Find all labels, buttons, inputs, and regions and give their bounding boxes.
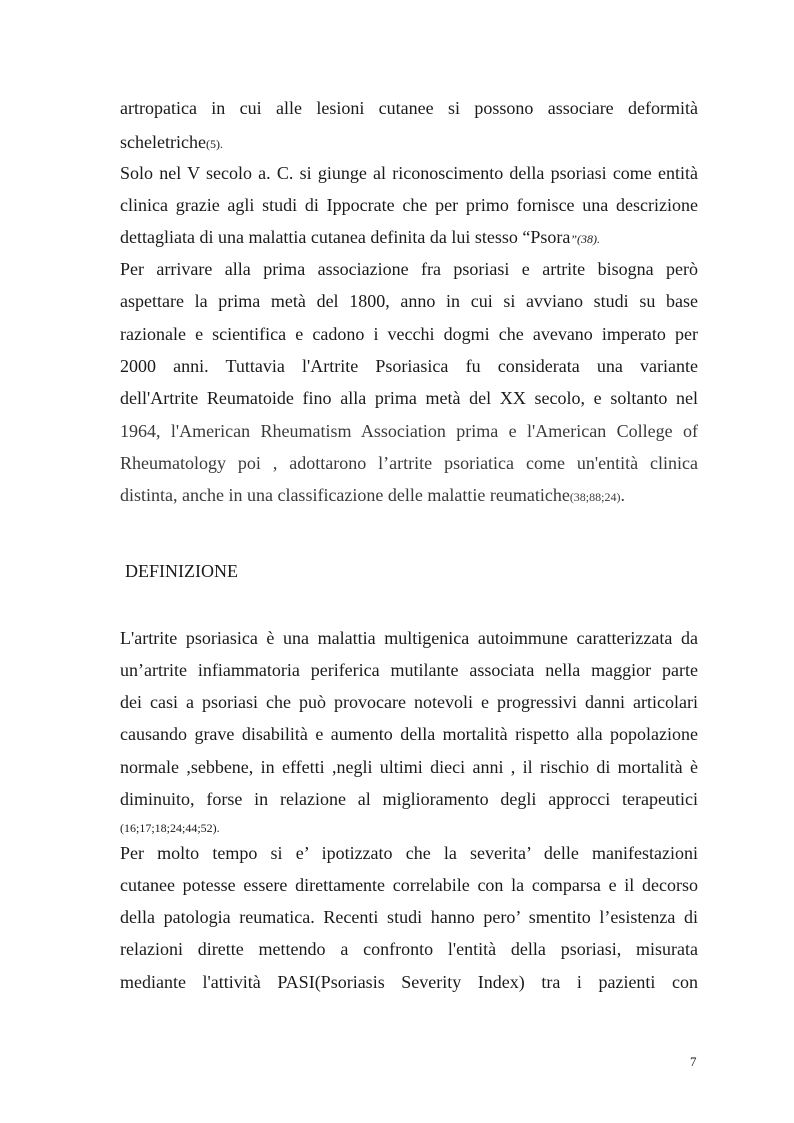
paragraph5-line1: Per molto tempo si e’ ipotizzato che la severita’ delle manifestazioni [120,843,698,863]
page-number: 7 [690,1054,697,1069]
paragraph3-line5: dell'Artrite Reumatoide fino alla prima metà del XX secolo, e soltanto nel [120,388,698,408]
paragraph3-line4: 2000 anni. Tuttavia l'Artrite Psoriasica fu considerata una variante [120,356,698,376]
paragraph4-line1: L'artrite psoriasica è una malattia multigenica autoimmune caratterizzata da [120,628,698,648]
paragraph5-line4: relazioni dirette mettendo a confronto l'entità della psoriasi, misurata [120,939,698,959]
citation-ref: (16;17;18;24;44;52). [120,821,220,835]
section-heading: DEFINIZIONE [125,561,238,581]
paragraph4-line7 [120,815,698,839]
paragraph5-line2: cutanee potesse essere direttamente correlabile con la comparsa e il decorso [120,875,698,895]
paragraph3-line3: razionale e scientifica e cadono i vecchi dogmi che avevano imperato per [120,324,698,344]
paragraph3-text: distinta, anche in una classificazione delle malattie reumatiche [120,485,570,505]
paragraph4-line3: dei casi a psoriasi che può provocare notevoli e progressivi danni articolari [120,692,698,712]
paragraph2-text: dettagliata di una malattia cutanea definita da lui stesso “Psora [120,227,571,247]
citation-ref: ”(38). [570,232,601,246]
paragraph5-line3: della patologia reumatica. Recenti studi hanno pero’ smentito l’esistenza di [120,907,698,927]
paragraph2-line1: Solo nel V secolo a. C. si giunge al riconoscimento della psoriasi come entità [120,163,698,183]
paragraph4-line5: normale ,sebbene, in effetti ,negli ultimi dieci anni , il rischio di mortalità è [120,757,698,777]
paragraph1-line1: artropatica in cui alle lesioni cutanee si possono associare deformità [120,98,698,118]
paragraph3-line1: Per arrivare alla prima associazione fra psoriasi e artrite bisogna però [120,259,698,279]
document-page-lower [120,0,698,1123]
paragraph3-line6: 1964, l'American Rheumatism Association prima e l'American College of [120,421,698,441]
paragraph3-line2: aspettare la prima metà del 1800, anno in cui si avviano studi su base [120,291,698,311]
citation-ref: (5). [205,137,223,151]
paragraph4-line2: un’artrite infiammatoria periferica mutilante associata nella maggior parte [120,660,698,680]
citation-ref: (38;88;24) [569,490,621,504]
paragraph4-line4: causando grave disabilità e aumento della mortalità rispetto alla popolazione [120,724,698,744]
paragraph1-text: scheletriche [120,132,206,152]
paragraph3-line7: Rheumatology poi , adottarono l’artrite psoriatica come un'entità clinica [120,453,698,473]
paragraph3-end: . [620,485,625,505]
paragraph2-line2: clinica grazie agli studi di Ippocrate che per primo fornisce una descrizione [120,195,698,215]
paragraph4-line6: diminuito, forse in relazione al miglioramento degli approcci terapeutici [120,789,698,809]
paragraph5-line5: mediante l'attività PASI(Psoriasis Severity Index) tra i pazienti con [120,972,698,992]
